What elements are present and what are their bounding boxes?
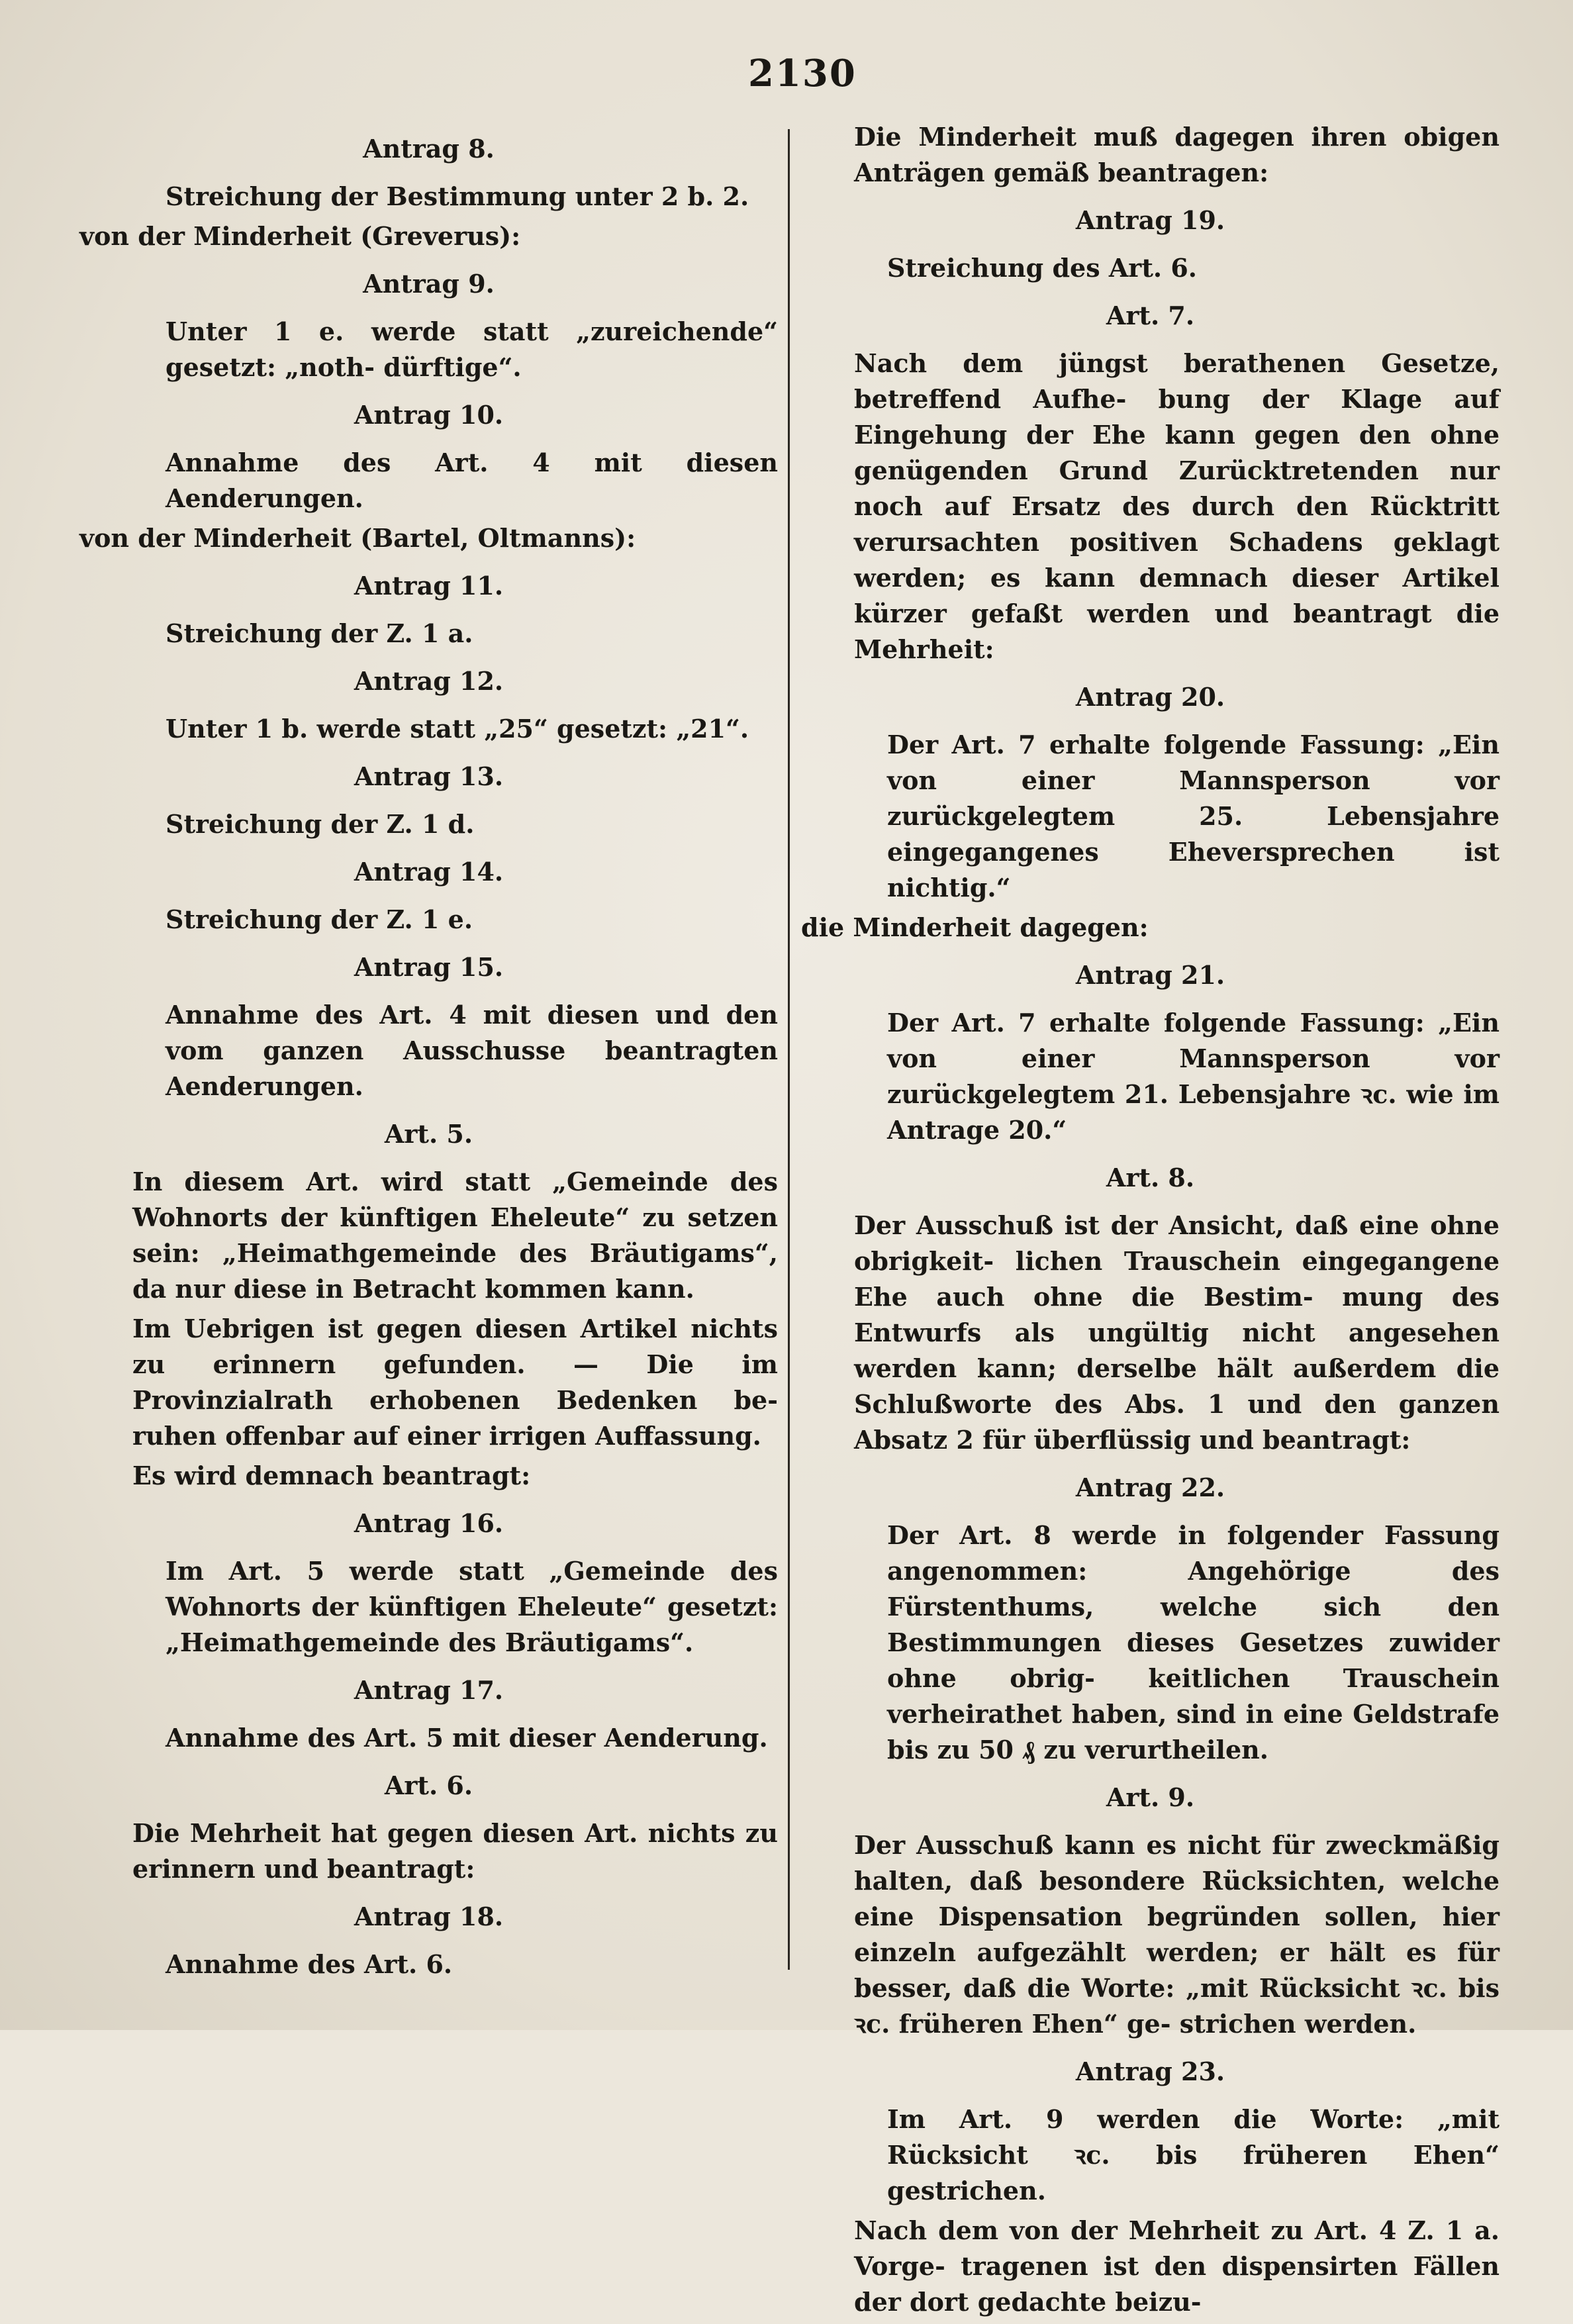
section-heading: Antrag 8.: [363, 134, 495, 164]
paragraph: Im Art. 9 werden die Worte: „mit Rücksicht ꝛc. bis früheren Ehen“ gestrichen.: [887, 2104, 1500, 2205]
section-heading: Antrag 16.: [354, 1508, 504, 1538]
paragraph: In diesem Art. wird statt „Gemeinde des Wohnorts der künftigen Eheleute“ zu setzen sein: „Heimathgemeinde des Bräutigams“, da nur diese in Betracht kommen kann.: [132, 1167, 778, 1304]
section-heading: Antrag 13.: [354, 761, 504, 791]
paragraph: Streichung der Z. 1 d.: [166, 809, 475, 839]
paragraph: Im Uebrigen ist gegen diesen Artikel nichts zu erinnern gefunden. — Die im Provinzialrath erhobenen Bedenken be- ruhen offenbar auf einer irrigen Auffassung.: [132, 1314, 778, 1451]
section-heading: Antrag 17.: [354, 1675, 504, 1705]
section-heading: Art. 7.: [1106, 301, 1195, 330]
section-heading: Antrag 10.: [354, 400, 504, 430]
section-heading: Antrag 15.: [354, 952, 504, 982]
paragraph: Nach dem von der Mehrheit zu Art. 4 Z. 1 a. Vorge- tragenen ist den dispensirten Fällen der dort gedachte beizu-: [854, 2215, 1500, 2317]
paragraph: Streichung der Z. 1 a.: [166, 618, 473, 648]
paragraph: Annahme des Art. 6.: [166, 1949, 453, 1979]
column-divider: [788, 129, 790, 1970]
section-heading: Antrag 21.: [1075, 960, 1225, 990]
paragraph: Der Ausschuß kann es nicht für zweckmäßig halten, daß besondere Rücksichten, welche eine Dispensation begründen sollen, hier einzeln aufgezählt werden; er hält es für besser, daß die Worte: „mit Rücksicht ꝛc. bis ꝛc. früheren Ehen“ ge- strichen werden.: [854, 1830, 1500, 2039]
paragraph: Der Art. 7 erhalte folgende Fassung: „Ein von einer Mannsperson vor zurückgelegtem 21. Lebensjahre ꝛc. wie im Antrage 20.“: [887, 1008, 1500, 1145]
left-column: [79, 119, 778, 1986]
right-column: [801, 119, 1500, 2324]
section-heading: Antrag 23.: [1075, 2057, 1225, 2086]
paragraph: Der Art. 8 werde in folgender Fassung angenommen: Angehörige des Fürstenthums, welche sich den Bestimmungen dieses Gesetzes zuwider ohne obrig- keitlichen Trauschein verheirathet haben, sind in eine Geldstrafe bis zu 50 ₰ zu verurtheilen.: [887, 1520, 1500, 1765]
attribution-line: von der Minderheit (Bartel, Oltmanns):: [79, 523, 636, 553]
section-heading: Antrag 9.: [363, 269, 495, 299]
section-heading: Antrag 18.: [354, 1902, 504, 1931]
paragraph: Die Minderheit muß dagegen ihren obigen Anträgen gemäß beantragen:: [854, 122, 1500, 187]
paragraph: Streichung des Art. 6.: [887, 253, 1198, 283]
paragraph: Annahme des Art. 5 mit dieser Aenderung.: [166, 1723, 768, 1753]
paragraph: Nach dem jüngst berathenen Gesetze, betreffend Aufhe- bung der Klage auf Eingehung der Ehe kann gegen den ohne genügenden Grund Zurücktretenden nur noch auf Ersatz des durch den Rücktritt verursachten positiven Schadens geklagt werden; es kann demnach dieser Artikel kürzer gefaßt werden und beantragt die Mehrheit:: [854, 348, 1500, 664]
paragraph: Annahme des Art. 4 mit diesen Aenderungen.: [166, 448, 778, 513]
section-heading: Antrag 14.: [354, 857, 504, 887]
section-heading: Antrag 20.: [1075, 682, 1225, 712]
section-heading: Art. 6.: [384, 1770, 473, 1800]
section-heading: Antrag 22.: [1075, 1473, 1225, 1502]
paragraph: Streichung der Bestimmung unter 2 b. 2.: [166, 181, 749, 211]
section-heading: Antrag 19.: [1075, 205, 1225, 235]
paragraph: Streichung der Z. 1 e.: [166, 904, 473, 934]
attribution-line: die Minderheit dagegen:: [801, 912, 1149, 942]
section-heading: Art. 8.: [1106, 1163, 1195, 1192]
page-number: 2130: [748, 52, 857, 95]
attribution-line: von der Minderheit (Greverus):: [79, 221, 521, 251]
section-heading: Antrag 12.: [354, 666, 504, 696]
paragraph: Es wird demnach beantragt:: [132, 1461, 531, 1490]
paragraph: Unter 1 b. werde statt „25“ gesetzt: „21“.: [166, 714, 749, 744]
section-heading: Art. 5.: [384, 1119, 473, 1149]
paragraph: Im Art. 5 werde statt „Gemeinde des Wohnorts der künftigen Eheleute“ gesetzt: „Heimathgemeinde des Bräutigams“.: [166, 1556, 778, 1657]
section-heading: Art. 9.: [1106, 1782, 1195, 1812]
paragraph: Unter 1 e. werde statt „zureichende“ gesetzt: „noth- dürftige“.: [166, 316, 778, 382]
paragraph: Die Mehrheit hat gegen diesen Art. nichts zu erinnern und beantragt:: [132, 1818, 778, 1884]
paragraph: Der Art. 7 erhalte folgende Fassung: „Ein von einer Mannsperson vor zurückgelegtem 25. Lebensjahre eingegangenes Eheversprechen ist nichtig.“: [887, 730, 1500, 902]
section-heading: Antrag 11.: [354, 571, 504, 601]
paragraph: Annahme des Art. 4 mit diesen und den vom ganzen Ausschusse beantragten Aenderungen.: [166, 1000, 778, 1101]
paragraph: Der Ausschuß ist der Ansicht, daß eine ohne obrigkeit- lichen Trauschein eingegangene Ehe auch ohne die Bestim- mung des Entwurfs als ungültig nicht angesehen werden kann; derselbe hält außerdem die Schlußworte des Abs. 1 und den ganzen Absatz 2 für überflüssig und beantragt:: [854, 1210, 1500, 1455]
